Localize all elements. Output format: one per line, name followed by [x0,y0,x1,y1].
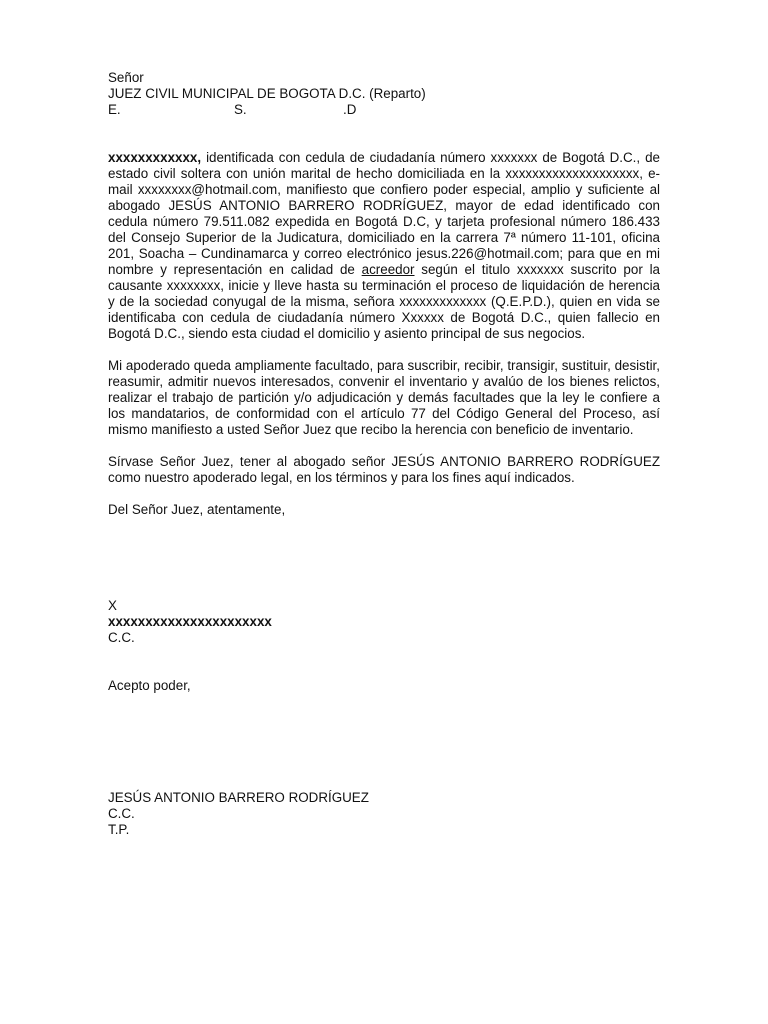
salutation: Señor [108,70,144,85]
addressee: JUEZ CIVIL MUNICIPAL DE BOGOTA D.C. (Reparto) [108,86,426,101]
paragraph-request: Sírvase Señor Juez, tener al abogado señor JESÚS ANTONIO BARRERO RODRÍGUEZ como nuestro apoderado legal, en los términos y para los fines aquí indicados. [108,454,660,485]
paragraph-powers: Mi apoderado queda ampliamente facultado, para suscribir, recibir, transigir, sustituir, desistir, reasumir, admitir nuevos interesados, convenir el inventario y avalúo de los bienes relictos, realizar el trabajo de partición y/o adjudicación y demás facultades que la ley le confiere a los mandatarios, de conformidad con el artículo 77 del Código General del Proceso, así mismo manifiesto a usted Señor Juez que recibo la herencia con beneficio de inventario. [108,358,660,437]
paragraph-1-part-b: según el titulo xxxxxxx suscrito por la causante xxxxxxxx, inicie y lleve hasta su terminación el proceso de liquidación de herencia y de la sociedad conyugal de la misma, señora xxxxxxxxxxxxx (Q.E.P.D.), quien en vida se identificaba con cedula de ciudadanía número Xxxxxx de Bogotá D.C., quien fallecio en Bogotá D.C., siendo esta ciudad el domicilio y asiento principal de sus negocios. [108,262,660,341]
attorney-signature-cc: C.C. [108,806,135,821]
esd-line [108,102,660,118]
paragraph-power-grant [108,150,660,342]
paragraph-1-part-a: identificada con cedula de ciudadanía número xxxxxxx de Bogotá D.C., de estado civil soltera con unión marital de hecho domiciliada en la xxxxxxxxxxxxxxxxxxxx, e-mail xxxxxxxx@hotmail.com, manifiesto que confiero poder especial, amplio y suficiente al abogado JESÚS ANTONIO BARRERO RODRÍGUEZ, mayor de edad identificado con cedula número 79.511.082 expedida en Bogotá D.C, y tarjeta profesional número 186.433 del Consejo Superior de la Judicatura, domiciliado en la carrera 7ª número 11-101, oficina 201, Soacha – Cundinamarca y correo electrónico jesus.226@hotmail.com; para que en mi nombre y representación en calidad de [108,150,660,277]
attorney-signature-tp: T.P. [108,822,130,837]
grantor-signature-cc: C.C. [108,630,135,645]
esd-e: E. [108,102,121,117]
creditor-term: acreedor [361,262,415,277]
esd-s: S. [234,102,247,117]
document-page [108,70,660,838]
grantor-signature-name: xxxxxxxxxxxxxxxxxxxxxx [108,614,272,629]
acceptance-text: Acepto poder, [108,678,191,693]
attorney-signature-name: JESÚS ANTONIO BARRERO RODRÍGUEZ [108,790,369,805]
grantor-name: xxxxxxxxxxxx, [108,150,202,165]
grantor-signature-mark: X [108,598,117,613]
esd-d: .D [343,102,357,117]
closing: Del Señor Juez, atentamente, [108,502,286,517]
